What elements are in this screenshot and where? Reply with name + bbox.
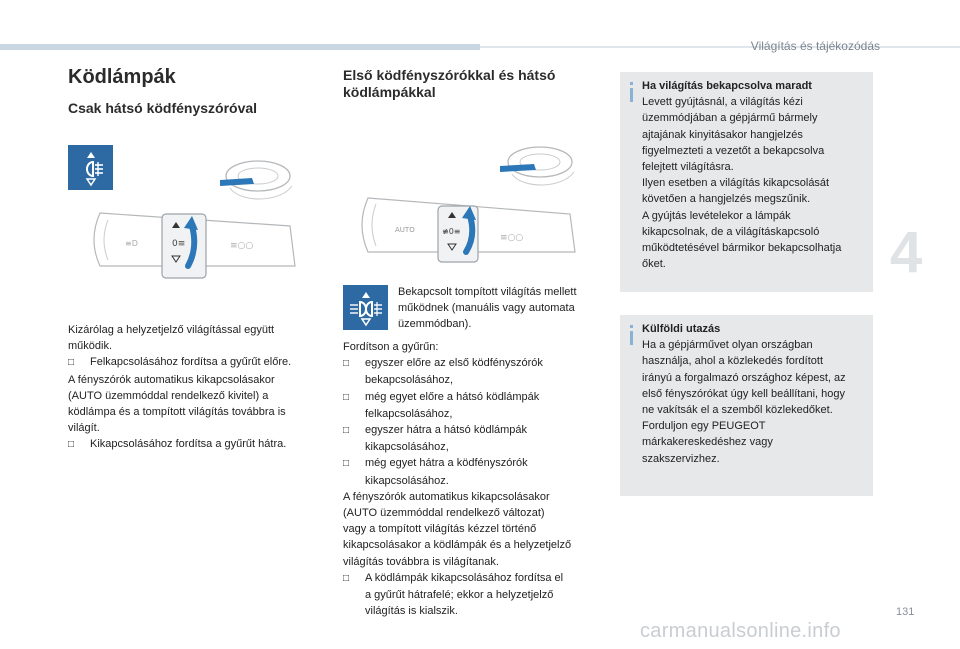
svg-text:0≡: 0≡: [172, 239, 186, 249]
header-rule: [480, 46, 960, 48]
text-line: ködlámpa és a tompított világítás továbbra is: [68, 406, 286, 419]
square-bullet-icon: □: [343, 458, 350, 470]
text-line: Kizárólag a helyzetjelző világítással együtt: [68, 324, 275, 336]
lighting-stalk-figure-left: [80, 148, 310, 288]
info-icon: [630, 82, 633, 85]
info-icon: [630, 325, 633, 328]
section-heading-rear-fog: Csak hátsó ködfényszóróval: [68, 100, 258, 116]
info-box-travel-abroad: Külföldi utazás Ha a gépjárművet olyan országban használja, ahol a közlekedés fordított irányú a forgalmazó országhoz képest, az első fényszórókat úgy kell beállítani, hogy ne vakítsák el a szemből közlekedőket. Forduljon egy PEUGEOT márkakereskedéshez vagy szakszervizhez.: [620, 315, 873, 496]
text-line: világítás is kialszik.: [365, 605, 458, 618]
square-bullet-icon: □: [343, 425, 350, 437]
square-bullet-icon: □: [343, 358, 350, 370]
text-line: Fordítson a gyűrűn:: [343, 341, 439, 353]
text-line: felkapcsolásához,: [365, 407, 453, 420]
front-and-rear-fog-lamp-icon: [343, 285, 388, 330]
text-line: kikapcsolásakor a ködlámpák és a helyzetjelző: [343, 539, 572, 552]
svg-text:≡D: ≡D: [125, 239, 138, 248]
bullet-item: □ Felkapcsolásához fordítsa a gyűrűt előre.: [68, 354, 318, 371]
square-bullet-icon: □: [68, 439, 75, 451]
text-line: kikapcsolásához,: [365, 441, 449, 454]
info-title: Külföldi utazás: [642, 323, 721, 335]
svg-text:≢0≡: ≢0≡: [442, 227, 461, 236]
section-title: Világítás és tájékozódás: [750, 39, 880, 53]
auto-label: AUTO: [395, 226, 415, 234]
square-bullet-icon: □: [343, 572, 350, 584]
section-heading-front-rear-fog: Első ködfényszórókkal és hátsó ködlámpákkal: [343, 67, 556, 100]
chapter-number: 4: [890, 220, 923, 285]
square-bullet-icon: □: [68, 357, 75, 369]
text-line: világít.: [68, 422, 100, 435]
text-line: világítás továbbra is világítanak.: [343, 555, 499, 568]
text-line: A fényszórók automatikus kikapcsolásakor: [343, 490, 550, 503]
square-bullet-icon: □: [343, 391, 350, 403]
header-bar: [0, 44, 480, 50]
text-line: (AUTO üzemmóddal rendelkező kivitel) a: [68, 389, 269, 402]
text-line: kikapcsolásához.: [365, 474, 449, 487]
text-line: működik.: [68, 340, 113, 353]
text-line: (AUTO üzemmóddal rendelkező változat): [343, 507, 545, 520]
svg-text:≡○○: ≡○○: [500, 233, 524, 243]
left-body-text: [68, 322, 318, 454]
bullet-item: □ egyszer előre az első ködfényszórók: [343, 355, 608, 372]
watermark: carmanualsonline.info: [640, 620, 841, 642]
page-title: Ködlámpák: [68, 66, 176, 88]
page-number: 131: [896, 606, 915, 618]
info-title: Ha világítás bekapcsolva maradt: [642, 80, 812, 92]
text-line: vagy a tompított világítás kézzel történő: [343, 523, 537, 536]
text-line: a gyűrűt hátrafelé; ekkor a helyzetjelző: [365, 589, 554, 602]
bullet-item: □ Kikapcsolásához fordítsa a gyűrűt hátra.: [68, 436, 318, 453]
info-box-lights-left-on: Ha világítás bekapcsolva maradt Levett gyújtásnál, a világítás kézi üzemmódjában a gépjármű bármely ajtajának kinyitásakor hangjelzés figyelmezteti a vezetőt a bekapcsolva felejtett világításra. Ilyen esetben a világítás kikapcsolását követően a hangjelzés megszűnik. A gyújtás levételekor a lámpák kikapcsolnak, de a világításkapcsoló működtetésével bármikor bekapcsolhatja őket.: [620, 72, 873, 292]
svg-text:≡○○: ≡○○: [230, 241, 254, 251]
bullet-item: □ még egyet előre a hátsó ködlámpák: [343, 389, 608, 406]
text-line: bekapcsolásához,: [365, 374, 454, 387]
text-line: A fényszórók automatikus kikapcsolásakor: [68, 373, 275, 386]
bullet-item: □ A ködlámpák kikapcsolásához fordítsa el: [343, 570, 608, 587]
bullet-item: □ egyszer hátra a hátsó ködlámpák: [343, 422, 608, 439]
icon-caption: Bekapcsolt tompított világítás mellett működnek (manuális vagy automata üzemmódban).: [398, 286, 577, 331]
middle-body-text: [343, 339, 608, 619]
bullet-item: □ még egyet hátra a ködfényszórók: [343, 455, 608, 472]
lighting-stalk-figure-right: [350, 140, 590, 270]
